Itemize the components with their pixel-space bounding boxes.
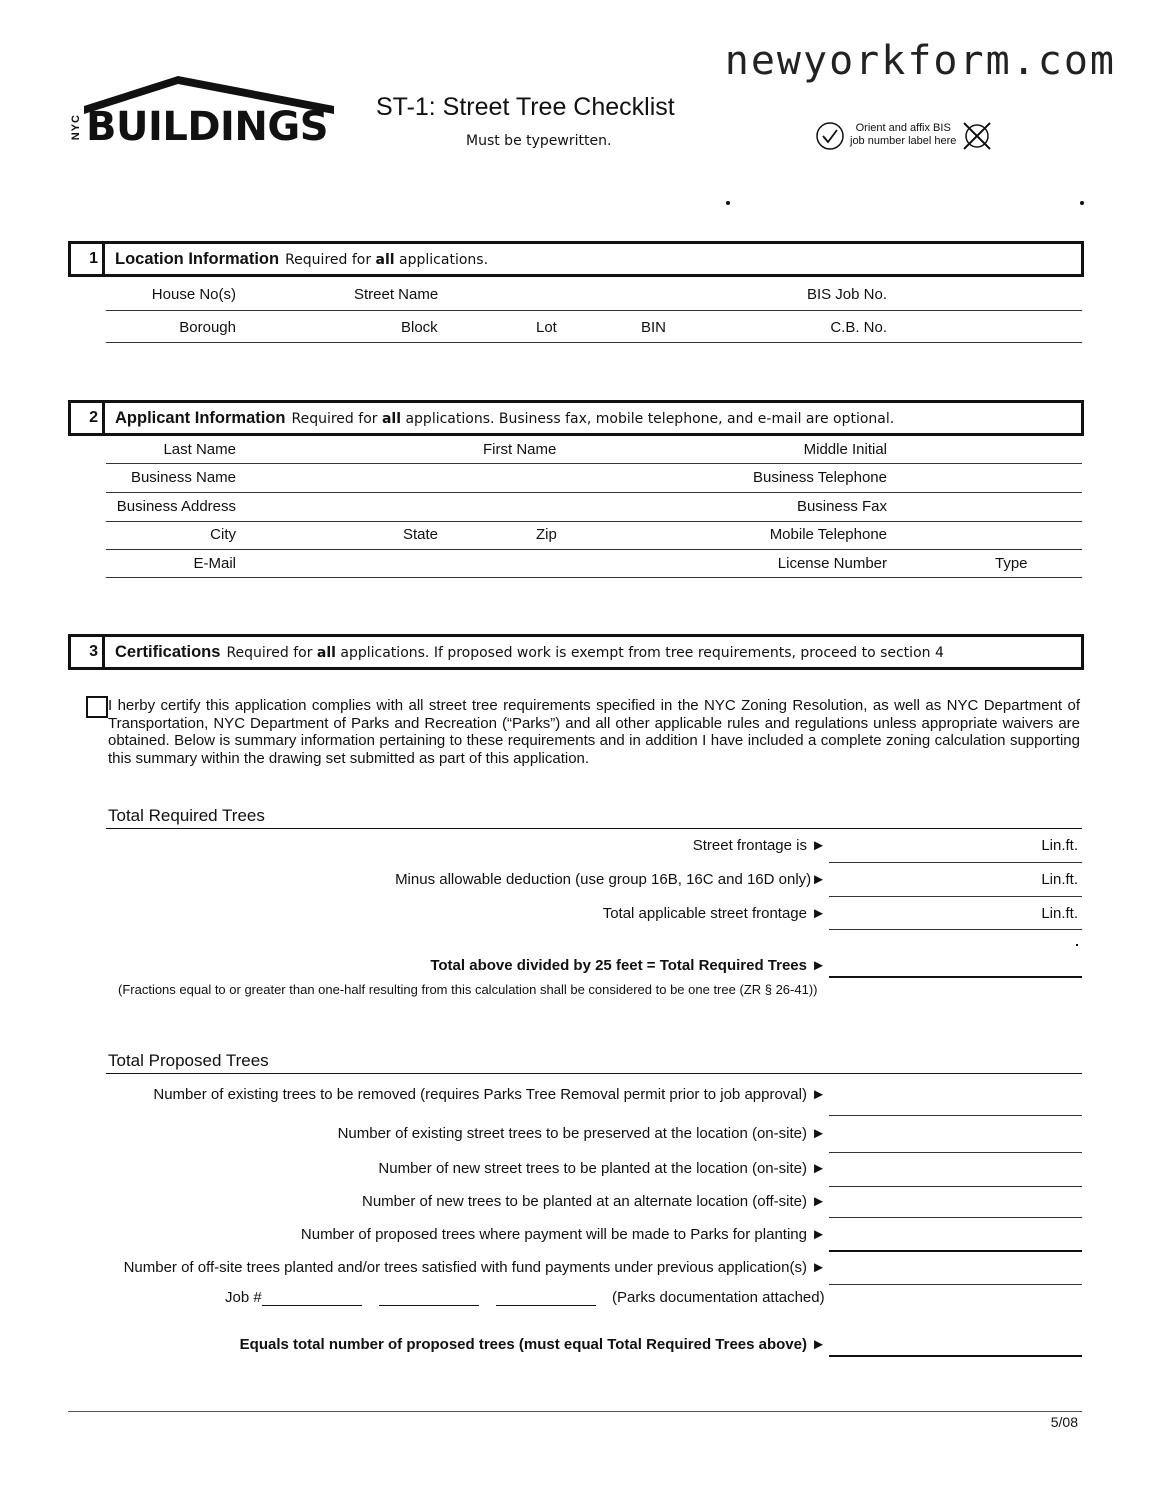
house-number-label: House No(s) — [151, 286, 236, 303]
form-subtitle: Must be typewritten. — [466, 133, 612, 149]
heading-rule — [106, 1073, 1082, 1074]
applicant-row-1 — [106, 437, 1082, 464]
section-title — [115, 637, 944, 668]
parks-documentation-label: (Parks documentation attached) — [612, 1289, 825, 1306]
section-title-text: Certifications — [115, 643, 221, 661]
total-proposed-label: Equals total number of proposed trees (must equal Total Required Trees above) ► — [239, 1336, 826, 1353]
unit-label: Lin.ft. — [1041, 837, 1078, 854]
job-number-field-2[interactable] — [379, 1293, 479, 1306]
street-name-label: Street Name — [354, 286, 439, 303]
borough-label: Borough — [179, 319, 236, 336]
bin-label: BIN — [641, 319, 667, 336]
new-trees-offsite-field[interactable] — [829, 1188, 1082, 1218]
buildings-logo — [70, 74, 340, 154]
lot-label: Lot — [536, 319, 557, 336]
first-name-label: First Name — [483, 441, 557, 458]
section-title — [115, 403, 894, 434]
dot-mark — [726, 201, 730, 205]
logo-prefix: NYC — [70, 114, 82, 141]
affix-instructions — [850, 122, 956, 148]
new-trees-onsite-field[interactable] — [829, 1154, 1082, 1187]
block-label: Block — [401, 319, 438, 336]
new-trees-offsite-label: Number of new trees to be planted at an alternate location (off-site) ► — [362, 1193, 826, 1210]
affix-line1: Orient and affix BIS — [855, 122, 951, 134]
bis-label-area — [815, 120, 995, 154]
zip-label: Zip — [536, 526, 557, 543]
business-telephone-label: Business Telephone — [753, 469, 887, 486]
previous-applications-label: Number of off-site trees planted and/or trees satisfied with fund payments under previous application(s) ► — [123, 1259, 826, 1276]
trees-removed-label: Number of existing trees to be removed (requires Parks Tree Removal permit prior to job approval) ► — [153, 1086, 826, 1103]
job-number-label: Job # — [225, 1289, 262, 1306]
last-name-label: Last Name — [163, 441, 236, 458]
dot-mark — [1080, 201, 1084, 205]
affix-line2: job number label here — [850, 135, 957, 147]
certify-checkbox[interactable] — [86, 696, 108, 718]
section-title-text: Applicant Information — [115, 409, 286, 427]
logo-word: BUILDINGS — [86, 104, 329, 150]
applicant-row-2 — [106, 465, 1082, 493]
crossed-circle-icon — [962, 120, 994, 152]
section-number: 3 — [71, 637, 105, 667]
location-row-2 — [106, 312, 1082, 343]
email-label: E-Mail — [193, 555, 236, 572]
unit-label: Lin.ft. — [1041, 905, 1078, 922]
unit-label: Lin.ft. — [1041, 871, 1078, 888]
applicant-row-4 — [106, 523, 1082, 550]
parks-payment-label: Number of proposed trees where payment will be made to Parks for planting ► — [300, 1226, 826, 1243]
section-title-text: Location Information — [115, 250, 280, 268]
job-number-field-1[interactable] — [262, 1293, 362, 1306]
city-label: City — [210, 526, 236, 543]
total-required-label: Total above divided by 25 feet = Total Required Trees ► — [430, 957, 826, 974]
section-2-header — [68, 400, 1084, 436]
business-address-label: Business Address — [116, 498, 236, 515]
license-type-label: Type — [995, 555, 1028, 572]
total-required-field[interactable] — [829, 950, 1082, 978]
business-name-label: Business Name — [130, 469, 236, 486]
middle-initial-label: Middle Initial — [803, 441, 887, 458]
section-note: Required for all applications. — [285, 252, 489, 268]
cb-number-label: C.B. No. — [830, 319, 887, 336]
section-number: 2 — [71, 403, 105, 433]
certification-statement: I herby certify this application complies with all street tree requirements specified in the NYC Zoning Resolution, as well as NYC Department of Transportation, NYC Department of Parks and Recreation (“Parks”) and all other applicable rules and regulations unless appropriate waivers are obtained. Below is summary information pertaining to these requirements and in addition I have included a complete zoning calculation supporting this summary within the drawing set submitted as part of this application. — [108, 697, 1080, 767]
required-trees-heading: Total Required Trees — [108, 806, 265, 825]
location-row-1 — [106, 280, 1082, 311]
dot-mark — [1076, 944, 1078, 946]
fraction-footnote: (Fractions equal to or greater than one-half resulting from this calculation shall be considered to be one tree (ZR § 26-41)) — [118, 982, 818, 997]
trees-preserved-field[interactable] — [829, 1118, 1082, 1153]
section-note: Required for all applications. If proposed work is exempt from tree requirements, proceed to section 4 — [226, 645, 944, 661]
applicant-row-3 — [106, 494, 1082, 522]
section-title — [115, 244, 488, 275]
previous-applications-field[interactable] — [829, 1252, 1082, 1285]
section-note: Required for all applications. Business fax, mobile telephone, and e-mail are optional. — [291, 411, 895, 427]
trees-preserved-label: Number of existing street trees to be preserved at the location (on-site) ► — [337, 1125, 826, 1142]
applicable-frontage-label: Total applicable street frontage ► — [602, 905, 826, 922]
parks-payment-field[interactable] — [829, 1219, 1082, 1252]
job-number-field-3[interactable] — [496, 1293, 596, 1306]
business-fax-label: Business Fax — [796, 498, 887, 515]
deduction-label: Minus allowable deduction (use group 16B, 16C and 16D only)► — [395, 871, 826, 888]
state-label: State — [403, 526, 439, 543]
license-number-label: License Number — [777, 555, 887, 572]
total-proposed-field[interactable] — [829, 1330, 1082, 1357]
applicant-row-5 — [106, 551, 1082, 578]
proposed-trees-heading: Total Proposed Trees — [108, 1051, 269, 1070]
checkmark-circle-icon — [815, 121, 847, 153]
watermark-text: newyorkform.com — [724, 38, 1116, 84]
bis-job-label: BIS Job No. — [806, 286, 887, 303]
new-trees-onsite-label: Number of new street trees to be planted at the location (on-site) ► — [378, 1160, 826, 1177]
section-1-header — [68, 241, 1084, 277]
footer-rule — [68, 1411, 1082, 1412]
street-frontage-label: Street frontage is ► — [692, 837, 826, 854]
form-title: ST-1: Street Tree Checklist — [376, 93, 675, 121]
section-3-header — [68, 634, 1084, 670]
form-version: 5/08 — [1050, 1414, 1078, 1430]
section-number: 1 — [71, 244, 105, 274]
trees-removed-field[interactable] — [829, 1080, 1082, 1116]
mobile-telephone-label: Mobile Telephone — [769, 526, 887, 543]
